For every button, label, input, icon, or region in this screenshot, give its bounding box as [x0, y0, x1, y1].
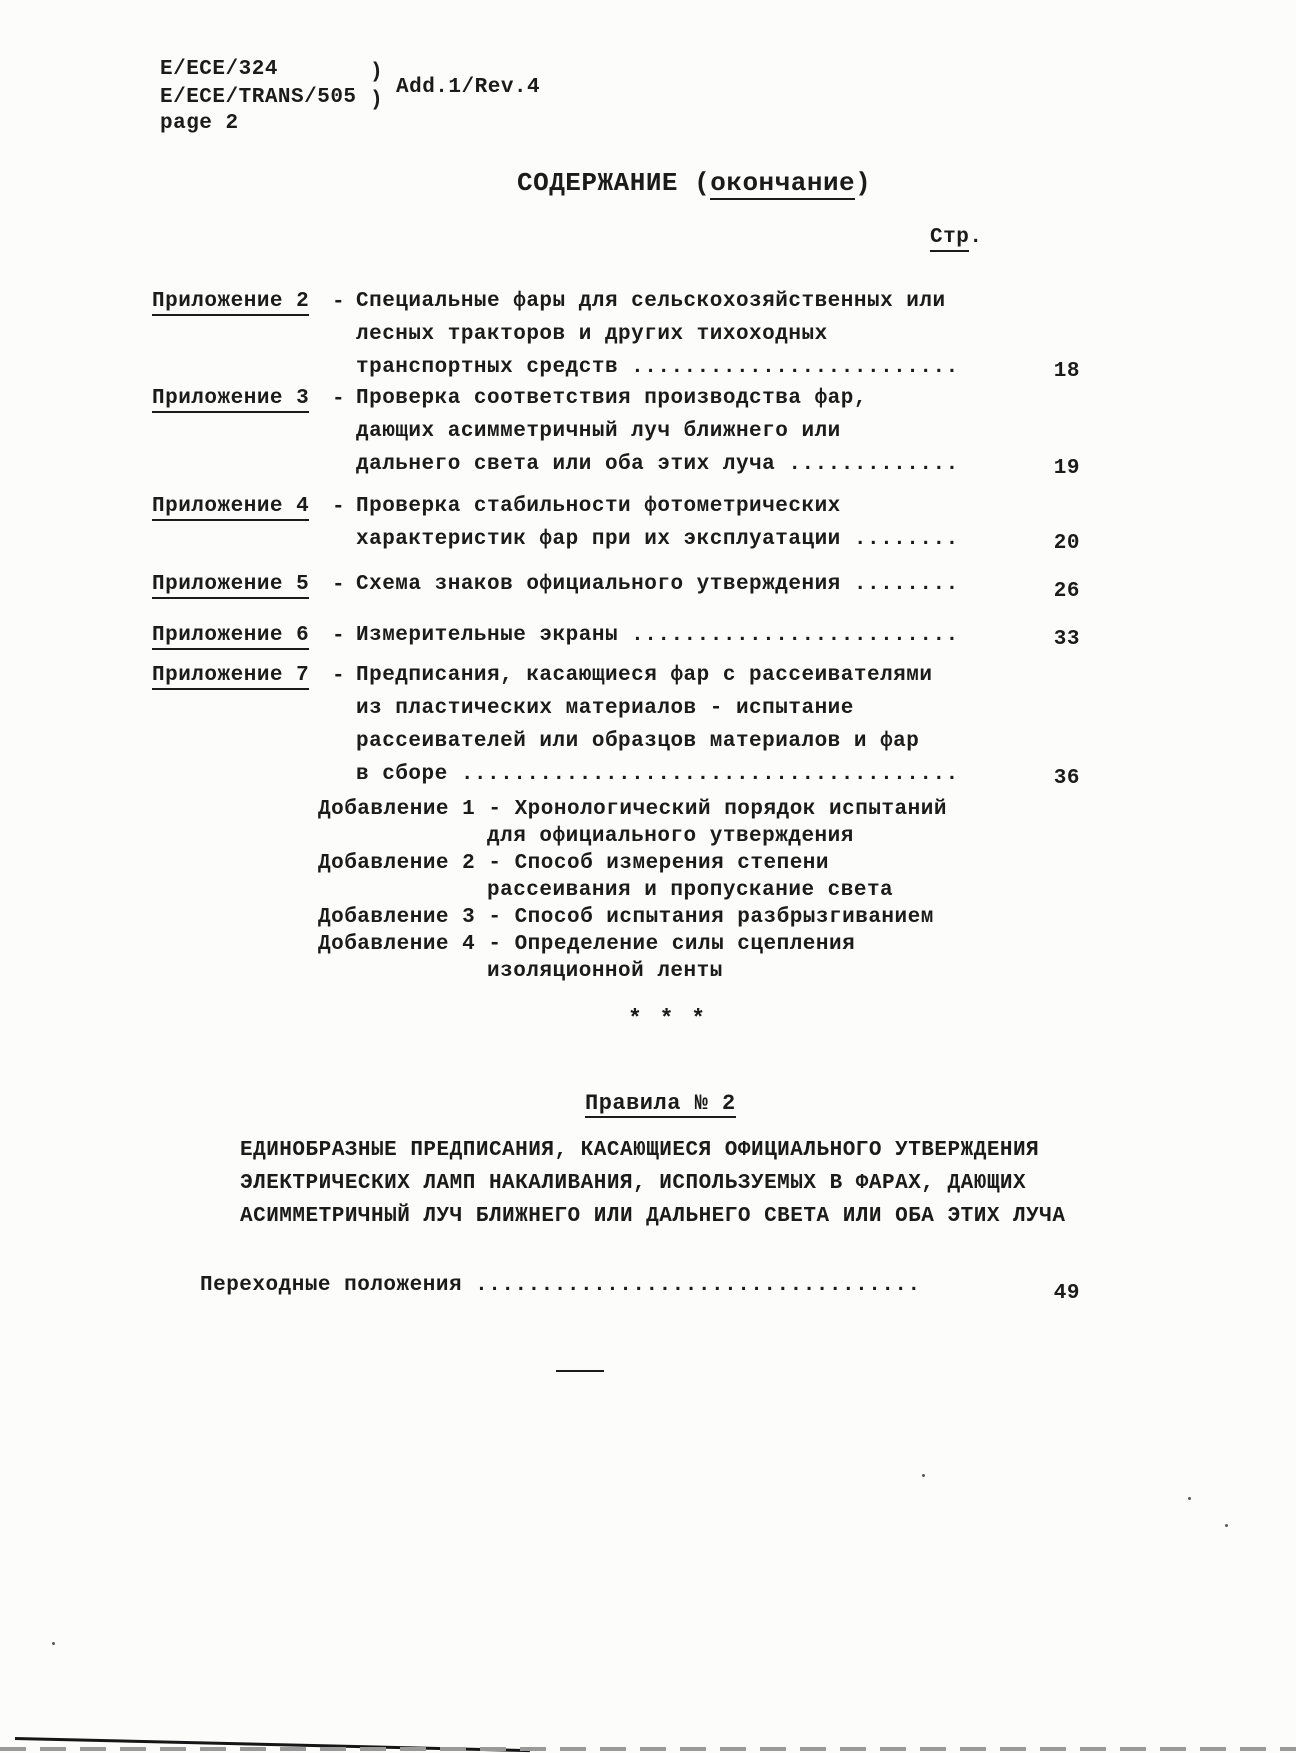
annex-label: Приложение 2 — [152, 291, 309, 316]
contents-title-prefix: СОДЕРЖАНИЕ ( — [517, 168, 711, 198]
annex-description — [356, 285, 959, 384]
annex-dash: - — [332, 574, 346, 597]
page-column-header-text: Стр — [930, 227, 969, 252]
annex-description — [356, 568, 959, 601]
page-column-header-period: . — [969, 226, 983, 249]
appendix-text: Определение силы сцепления — [514, 933, 856, 956]
paragraph-line: АСИММЕТРИЧНЫЙ ЛУЧ БЛИЖНЕГО ИЛИ ДАЛЬНЕГО СВЕТА ИЛИ ОБА ЭТИХ ЛУЧА — [240, 1205, 1066, 1228]
transitional-provisions-row — [200, 1274, 921, 1297]
doc-symbol-line1: E/ECE/324 — [160, 58, 278, 81]
regulation-heading-text: Правила № 2 — [585, 1092, 736, 1118]
annex-description-line: Специальные фары для сельскохозяйственных или — [356, 290, 946, 313]
appendix-text-continuation: для официального утверждения — [487, 825, 854, 848]
annex-dash: - — [332, 291, 346, 314]
annex-label: Приложение 5 — [152, 574, 309, 599]
transitional-label: Переходные положения — [200, 1274, 463, 1297]
annex-dash: - — [332, 625, 346, 648]
annex-description-line: дальнего света или оба этих луча ............. — [356, 453, 959, 476]
annex-description — [356, 659, 959, 791]
appendix-item — [318, 796, 947, 823]
annex-description-line: из пластических материалов - испытание — [356, 697, 854, 720]
appendix-text: Способ измерения степени — [514, 852, 830, 875]
appendix-text-continuation: рассеивания и пропускание света — [487, 879, 894, 902]
annex-dash: - — [332, 496, 346, 519]
appendix-label: Добавление 2 — [318, 852, 476, 875]
bracket-line1: ) — [370, 61, 384, 84]
annex-page-number: 19 — [1053, 457, 1080, 480]
annex-description-line: Проверка соответствия производства фар, — [356, 387, 867, 410]
annex-description-line: Схема знаков официального утверждения ........ — [356, 573, 959, 596]
appendix-item — [318, 931, 947, 958]
scan-speck — [922, 1474, 925, 1477]
annex-dash: - — [332, 665, 346, 688]
appendix-label: Добавление 1 — [318, 798, 476, 821]
annex-label: Приложение 7 — [152, 665, 309, 690]
annex-label: Приложение 3 — [152, 388, 309, 413]
page-column-header — [930, 226, 982, 252]
scan-speck — [52, 1642, 55, 1645]
annex-label: Приложение 4 — [152, 496, 309, 521]
addendum-label: Add.1/Rev.4 — [396, 76, 541, 99]
uniform-provisions-paragraph — [240, 1134, 1065, 1233]
annex-description — [356, 490, 959, 556]
annex-description-line: лесных тракторов и других тихоходных — [356, 323, 828, 346]
scan-speck — [1188, 1497, 1191, 1500]
appendix-text-continuation: изоляционной ленты — [487, 960, 723, 983]
regulation-heading — [585, 1091, 736, 1118]
appendix-item — [318, 904, 947, 931]
appendix-list — [318, 796, 947, 985]
doc-symbol-line2: E/ECE/TRANS/505 — [160, 86, 357, 109]
annex-page-number: 26 — [1053, 580, 1080, 603]
paragraph-line: ЭЛЕКТРИЧЕСКИХ ЛАМП НАКАЛИВАНИЯ, ИСПОЛЬЗУЕМЫХ В ФАРАХ, ДАЮЩИХ — [240, 1172, 1027, 1195]
annex-description-line: транспортных средств ......................... — [356, 356, 959, 379]
appendix-text: Хронологический порядок испытаний — [514, 798, 947, 821]
contents-title-suffix: ) — [855, 168, 872, 198]
contents-title-underlined: окончание — [710, 170, 855, 200]
annex-description-line: Измерительные экраны ......................... — [356, 624, 959, 647]
scan-artifact-dashed-line — [0, 1747, 1296, 1751]
annex-description — [356, 619, 959, 652]
annex-description-line: дающих асимметричный луч ближнего или — [356, 420, 841, 443]
section-divider-line — [556, 1370, 604, 1372]
annex-page-number: 18 — [1053, 360, 1080, 383]
appendix-item — [318, 850, 947, 877]
appendix-label: Добавление 4 — [318, 933, 476, 956]
contents-title — [517, 168, 871, 200]
appendix-dash: - — [488, 906, 502, 929]
transitional-page-number: 49 — [1053, 1282, 1080, 1305]
annex-description — [356, 382, 959, 481]
scan-speck — [1225, 1524, 1228, 1527]
annex-label: Приложение 6 — [152, 625, 309, 650]
paragraph-line: ЕДИНОБРАЗНЫЕ ПРЕДПИСАНИЯ, КАСАЮЩИЕСЯ ОФИЦИАЛЬНОГО УТВЕРЖДЕНИЯ — [240, 1139, 1040, 1162]
annex-description-line: в сборе ...................................... — [356, 763, 959, 786]
page-number-label: page 2 — [160, 112, 239, 135]
annex-description-line: рассеивателей или образцов материалов и фар — [356, 730, 920, 753]
annex-description-line: Проверка стабильности фотометрических — [356, 495, 841, 518]
dot-leader: .................................. — [475, 1274, 921, 1297]
annex-description-line: характеристик фар при их эксплуатации ........ — [356, 528, 959, 551]
annex-page-number: 20 — [1053, 532, 1080, 555]
annex-page-number: 36 — [1053, 767, 1080, 790]
annex-page-number: 33 — [1053, 628, 1080, 651]
appendix-dash: - — [488, 933, 502, 956]
bracket-line2: ) — [370, 89, 384, 112]
appendix-dash: - — [488, 798, 502, 821]
annex-dash: - — [332, 388, 346, 411]
appendix-dash: - — [488, 852, 502, 875]
annex-description-line: Предписания, касающиеся фар с рассеивателями — [356, 664, 933, 687]
appendix-text: Способ испытания разбрызгиванием — [514, 906, 934, 929]
star-separator: * * * — [628, 1006, 708, 1032]
appendix-label: Добавление 3 — [318, 906, 476, 929]
